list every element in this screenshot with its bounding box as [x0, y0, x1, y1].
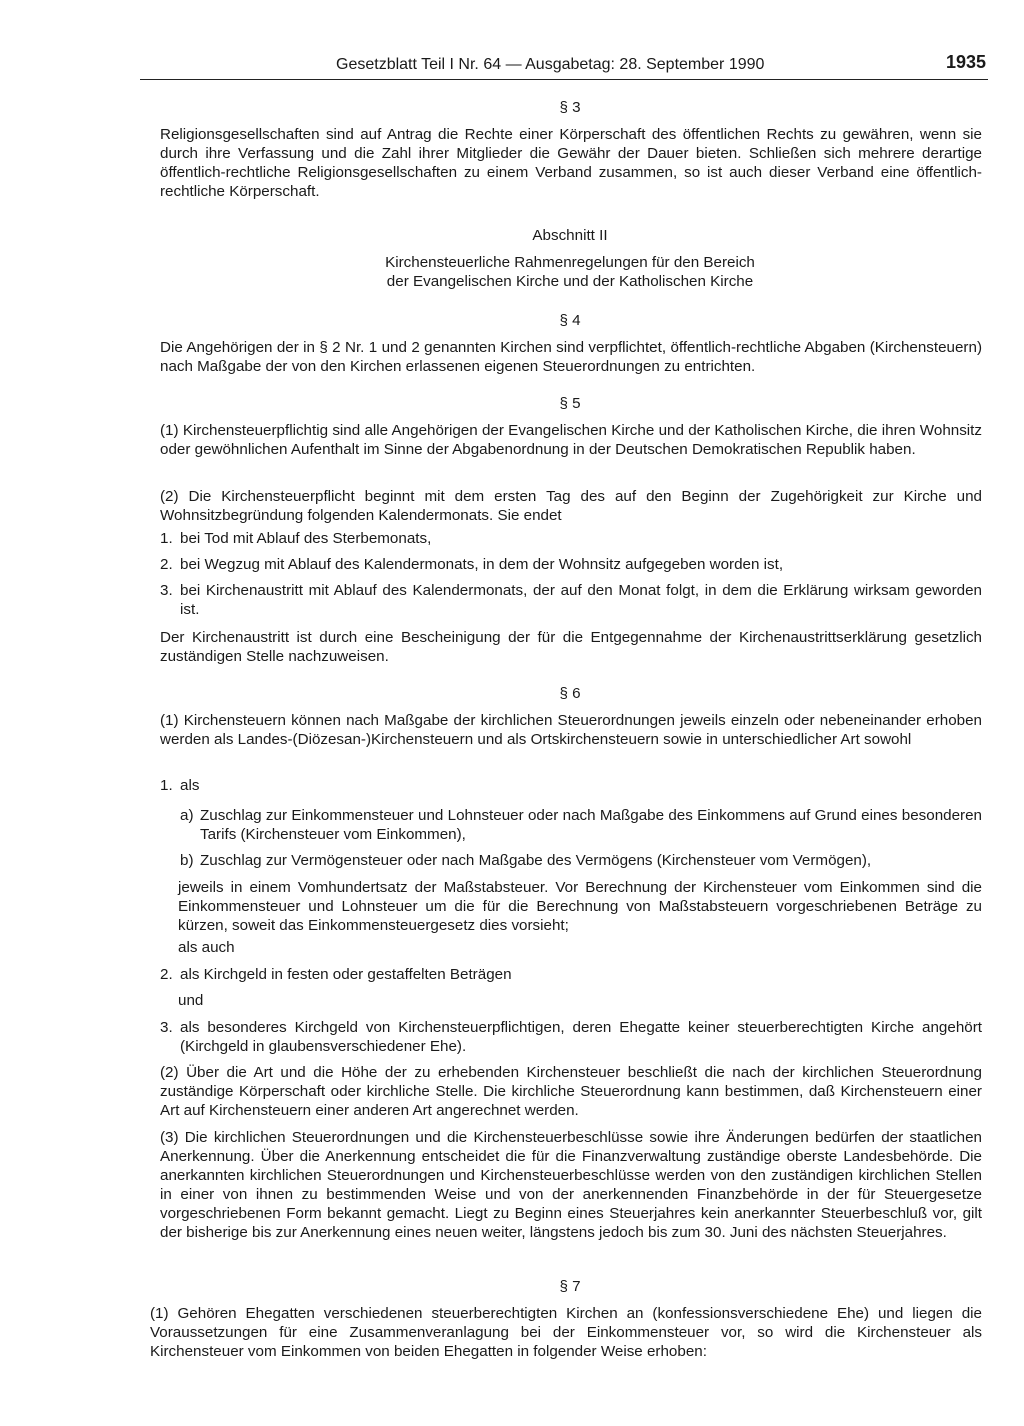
- list-item-text: bei Tod mit Ablauf des Sterbemonats,: [180, 530, 432, 547]
- list-item-text: als besonderes Kirchgeld von Kirchensteuerpflichtigen, deren Ehegatte keiner steuerberechtigten Kirche angehört (Kirchgeld in glaubensverschiedener Ehe).: [180, 1019, 982, 1055]
- sub-item-label: b): [180, 852, 194, 869]
- list-item-number: 1.: [160, 777, 173, 794]
- list-item-text: bei Wegzug mit Ablauf des Kalendermonats, in dem der Wohnsitz aufgegeben worden ist,: [180, 556, 784, 573]
- list-item-number: 2.: [160, 966, 173, 983]
- page-number: 1935: [945, 52, 986, 72]
- section-7-heading: § 7: [559, 1278, 581, 1295]
- sub-item-text: Zuschlag zur Einkommensteuer und Lohnsteuer oder nach Maßgabe des Einkommens auf Grund eines besonderen Tarifs (Kirchensteuer vom Einkommen),: [200, 807, 982, 843]
- abschnitt-title-line1: Kirchensteuerliche Rahmenregelungen für den Bereich: [385, 254, 755, 271]
- section-6-paragraph-1: (1) Kirchensteuern können nach Maßgabe der kirchlichen Steuerordnungen jeweils einzeln oder nebeneinander erhoben werden als Landes-(Diözesan-)Kirchensteuern und als Ortskirchensteuern sowie in unterschiedlicher Art sowohl: [160, 712, 982, 748]
- als-auch-text: als auch: [178, 939, 235, 956]
- sub-item-label: a): [180, 807, 194, 824]
- section-4-text: Die Angehörigen der in § 2 Nr. 1 und 2 genannten Kirchen sind verpflichtet, öffentlich-rechtliche Abgaben (Kirchensteuern) nach Maßgabe der von den Kirchen erlassenen eigenen Steuerordnungen zu entrichten.: [160, 339, 982, 375]
- section-7-paragraph-1: (1) Gehören Ehegatten verschiedenen steuerberechtigten Kirchen an (konfessionsverschiedene Ehe) und liegen die Voraussetzungen für eine Zusammenveranlagung bei der Einkommensteuer vor, so wird die Kirchensteuer als Kirchensteuer vom Einkommen von beiden Ehegatten in folgender Weise erhoben:: [150, 1305, 982, 1360]
- section-6-heading: § 6: [559, 685, 581, 702]
- sub-item-text: Zuschlag zur Vermögensteuer oder nach Maßgabe des Vermögens (Kirchensteuer vom Vermögen),: [200, 852, 872, 869]
- section-6-paragraph-3: (3) Die kirchlichen Steuerordnungen und die Kirchensteuerbeschlüsse sowie ihre Änderungen bedürfen der staatlichen Anerkennung. Über die Anerkennung entscheidet die für die Finanzverwaltung zuständige oberste Landesbehörde. Die anerkannten kirchlichen Steuerordnungen und Kirchensteuerbeschlüsse werden von den zuständigen kirchlichen Stellen in einer von ihnen zu bestimmenden Weise und von der anerkennenden Finanzbehörde in der für Steuergesetze vorgeschriebenen Form bekannt gemacht. Liegt zu Beginn eines Steuerjahres kein anerkannter Steuerbeschluß vor, gilt der bisherige bis zur Anerkennung eines neuen weiter, längstens jedoch bis zum 30. Juni des nächsten Steuerjahres.: [160, 1129, 982, 1241]
- und-text: und: [178, 992, 204, 1009]
- list-item-number: 3.: [160, 1019, 173, 1036]
- section-5-paragraph-1: (1) Kirchensteuerpflichtig sind alle Angehörigen der Evangelischen Kirche und der Katholischen Kirche, die ihren Wohnsitz oder gewöhnlichen Aufenthalt im Sinne der Abgabenordnung in der Deutschen Demokratischen Republik haben.: [160, 422, 982, 458]
- abschnitt-label: Abschnitt II: [532, 227, 608, 244]
- section-6-jeweils-text: jeweils in einem Vomhundertsatz der Maßstabsteuer. Vor Berechnung der Kirchensteuer vom Einkommen sind die Einkommensteuer und Lohnsteuer um die für die Berechnung von Maßstabsteuern vorgeschriebenen Beträge zu kürzen, soweit das Einkommensteuergesetz dies vorsieht;: [178, 879, 982, 934]
- abschnitt-title-line2: der Evangelischen Kirche und der Katholischen Kirche: [386, 273, 754, 290]
- section-6-paragraph-2: (2) Über die Art und die Höhe der zu erhebenden Kirchensteuer beschließt die nach der kirchlichen Steuerordnung zuständige Körperschaft oder kirchliche Stelle. Die kirchliche Steuerordnung kann bestimmen, daß Kirchensteuern einer Art auf Kirchensteuern einer anderen Art angerechnet werden.: [160, 1064, 982, 1119]
- section-5-paragraph-2: (2) Die Kirchensteuerpflicht beginnt mit dem ersten Tag des auf den Beginn der Zugehörigkeit zur Kirche und Wohnsitzbegründung folgenden Kalendermonats. Sie endet: [160, 488, 982, 524]
- section-5-paragraph-3: Der Kirchenaustritt ist durch eine Bescheinigung der für die Entgegennahme der Kirchenaustrittserklärung gesetzlich zuständigen Stelle nachzuweisen.: [160, 629, 982, 665]
- page-header: [140, 52, 988, 80]
- section-3-text: Religionsgesellschaften sind auf Antrag die Rechte einer Körperschaft des öffentlichen Rechts zu gewähren, wenn sie durch ihre Verfassung und die Zahl ihrer Mitglieder die Gewähr der Dauer bieten. Schließen sich mehrere derartige öffentlich-rechtliche Religionsgesellschaften zu einem Verband zusammen, so ist auch dieser Verband eine öffentlich-rechtliche Körperschaft.: [160, 126, 982, 200]
- list-item-text: bei Kirchenaustritt mit Ablauf des Kalendermonats, der auf den Monat folgt, in dem die Erklärung wirksam geworden ist.: [180, 582, 982, 618]
- section-4-heading: § 4: [559, 312, 581, 329]
- list-item-number: 1.: [160, 530, 173, 547]
- section-3-heading: § 3: [559, 99, 581, 116]
- list-item-number: 3.: [160, 582, 173, 599]
- header-title: Gesetzblatt Teil I Nr. 64 — Ausgabetag: 28. September 1990: [336, 56, 765, 73]
- list-item-text: als Kirchgeld in festen oder gestaffelten Beträgen: [180, 966, 512, 983]
- section-5-heading: § 5: [559, 395, 581, 412]
- list-item-text: als: [180, 777, 200, 794]
- list-item-number: 2.: [160, 556, 173, 573]
